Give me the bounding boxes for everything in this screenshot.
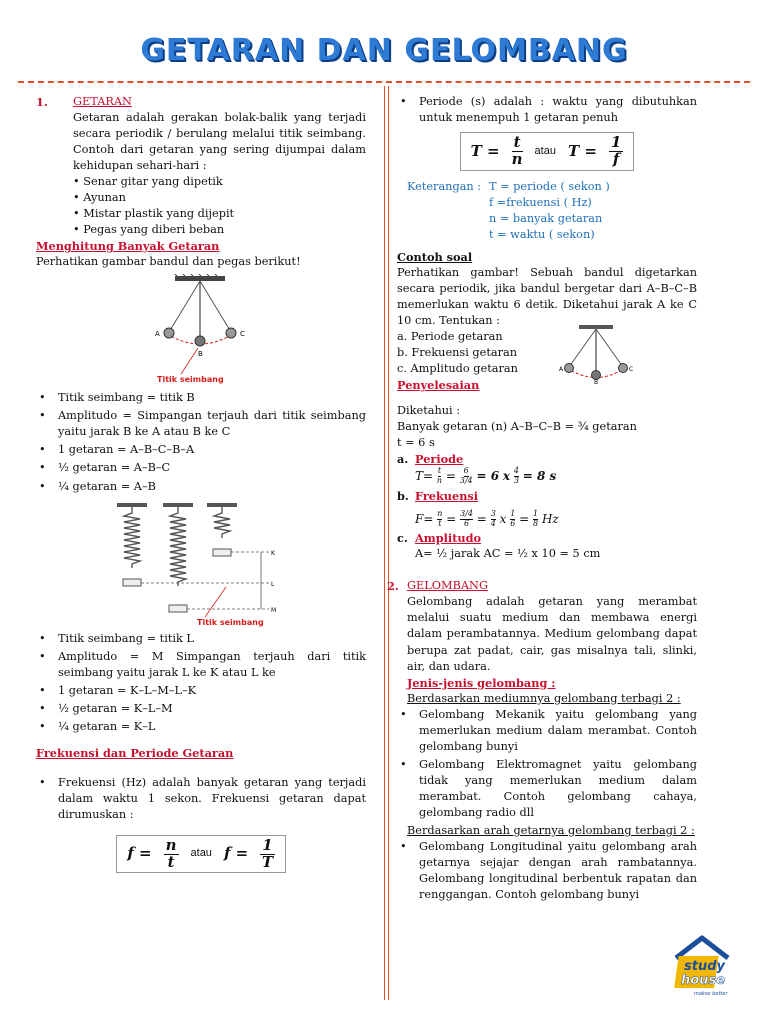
frekuensi-list <box>36 775 366 823</box>
frequency-formula <box>116 835 285 874</box>
list-item: • ¼ getaran = K–L <box>36 719 366 735</box>
figure-instruction: Perhatikan gambar bandul dan pegas berikut! <box>36 255 301 269</box>
numerator: 1 <box>610 133 622 152</box>
example-item: • Senar gitar yang dipetik <box>73 175 223 189</box>
equals: = <box>446 511 457 526</box>
formula-lhs: f = <box>223 844 249 863</box>
calc-lhs: F= <box>415 511 434 526</box>
atau-text: atau <box>190 847 212 860</box>
list-item: • Amplitudo = M Simpangan terjauh dari titik seimbang yaitu jarak L ke K atau L ke <box>36 649 366 681</box>
formula-lhs: T = <box>470 141 500 160</box>
numerator: 3/4 <box>460 508 473 518</box>
keterangan-block <box>407 179 697 243</box>
right-column <box>387 94 697 905</box>
logo-text: study <box>684 959 725 974</box>
denominator: n <box>511 149 523 168</box>
subheading-banyak-getaran: Menghitung Banyak Getaran <box>36 239 220 254</box>
point-m-label: M <box>271 606 277 614</box>
fraction <box>533 510 538 529</box>
numerator: 1 <box>533 508 539 518</box>
answer-letter: b. <box>397 488 409 503</box>
point-b-label: B <box>594 378 599 385</box>
medium-list <box>397 707 697 821</box>
fraction <box>260 835 274 871</box>
section-number: 1. <box>36 95 48 109</box>
denominator: 6 <box>463 518 470 528</box>
fraction <box>609 135 623 168</box>
pendulum-facts <box>36 390 366 494</box>
fraction <box>491 510 496 529</box>
numerator: 3 <box>490 508 496 518</box>
numerator: n <box>165 835 177 854</box>
arah-list <box>397 839 697 903</box>
spring-facts <box>36 631 366 735</box>
banyak-getaran: Banyak getaran (n) A–B–C–B = ¾ getaran <box>397 420 637 433</box>
fraction <box>460 510 473 529</box>
periode-list <box>397 94 697 126</box>
answer-b-calculation <box>415 510 697 529</box>
answer-c-text: A= ½ jarak AC = ½ x 10 = 5 cm <box>415 547 601 561</box>
medium-heading: Berdasarkan mediumnya gelombang terbagi 2 : <box>407 691 681 705</box>
denominator: T <box>261 852 273 871</box>
point-a-label: A <box>155 330 160 339</box>
numerator: 1 <box>510 508 516 518</box>
atau-text: atau <box>534 144 556 157</box>
numerator: 4 <box>513 466 519 476</box>
example-item: • Ayunan <box>73 191 126 205</box>
jenis-heading: Jenis-jenis gelombang : <box>407 675 556 690</box>
unit: Hz <box>541 511 559 526</box>
numerator: n <box>437 508 443 518</box>
list-item: • 1 getaran = K–L–M–L–K <box>36 683 366 699</box>
formula-lhs: f = <box>127 844 152 863</box>
fraction <box>437 510 442 529</box>
denominator: 4 <box>490 518 496 528</box>
logo-tagline: makes better <box>694 991 728 997</box>
contoh-soal-text: Perhatikan gambar! Sebuah bandul digetarkan secara periodik, jika bandul bergetar dari A–B–C–B memerlukan waktu 6 detik. Diketahui jarak A ke C 10 cm. Tentukan : <box>397 265 697 327</box>
calc-result: = 8 s <box>522 468 557 483</box>
list-item: • Titik seimbang = titik L <box>36 631 366 647</box>
fraction <box>164 835 179 871</box>
list-item: • Periode (s) adalah : waktu yang dibutuhkan untuk menempuh 1 getaran penuh <box>397 94 697 126</box>
denominator: 3 <box>513 475 519 485</box>
denominator: f <box>612 149 620 168</box>
example-list <box>73 174 366 238</box>
list-item: • Titik seimbang = titik B <box>36 390 366 406</box>
getaran-definition: Getaran adalah gerakan bolak-balik yang terjadi secara periodik / berulang melalui titik seimbang. Contoh dari getaran yang sering dijumpai dalam kehidupan sehari-hari : <box>73 111 366 173</box>
keterangan-item: t = waktu ( sekon) <box>489 227 595 241</box>
fraction <box>437 467 442 486</box>
point-a-label: A <box>559 365 564 373</box>
keterangan-item: T = periode ( sekon ) <box>489 179 610 193</box>
answer-a-calculation <box>415 467 697 486</box>
answer-b-heading <box>397 488 697 504</box>
list-item: • Gelombang Mekanik yaitu gelombang yang memerlukan medium dalam merambat. Contoh gelombang bunyi <box>397 707 697 755</box>
section-gelombang-heading <box>387 578 697 594</box>
equals: = <box>476 511 487 526</box>
list-item: • Gelombang Longitudinal yaitu gelombang arah getarnya sejajar dengan arah rambatannya. Gelombang longitudinal berbentuk rapatan dan renggangan. Contoh gelombang bunyi <box>397 839 697 903</box>
point-l-label: L <box>271 580 275 588</box>
keterangan-item: n = banyak getaran <box>489 211 603 225</box>
keterangan-item: f =frekuensi ( Hz) <box>489 195 592 209</box>
numerator: 1 <box>262 835 273 854</box>
fraction <box>510 510 515 529</box>
times: x <box>499 511 507 526</box>
list-item: • Gelombang Elektromagnet yaitu gelombang tidak yang memerlukan medium dalam merambat. Contoh gelombang cahaya, gelombang radio dll <box>397 757 697 821</box>
list-item: • ¼ getaran = A–B <box>36 479 366 495</box>
spring-figure <box>111 499 291 627</box>
equilibrium-label: Titik seimbang <box>197 617 264 627</box>
denominator: n <box>436 475 443 485</box>
equals: = <box>445 468 456 483</box>
logo-text: house <box>681 973 725 988</box>
section-number: 2. <box>387 579 399 594</box>
calc-part: = 6 <box>476 468 500 483</box>
numerator: 6 <box>463 466 469 476</box>
column-divider <box>384 86 389 1000</box>
section-title: GETARAN <box>73 95 132 108</box>
left-column <box>36 94 366 873</box>
example-pendulum-figure <box>557 323 637 385</box>
list-item: • Amplitudo = Simpangan terjauh dari titik seimbang yaitu jarak B ke A atau B ke C <box>36 408 366 440</box>
denominator: t <box>167 852 175 871</box>
pendulum-figure <box>141 274 261 386</box>
answer-label: Frekuensi <box>415 488 479 503</box>
list-item: • 1 getaran = A–B–C–B–A <box>36 442 366 458</box>
keterangan-label: Keterangan : <box>407 179 482 193</box>
gelombang-definition: Gelombang adalah getaran yang merambat melalui suatu medium dan membawa energi dalam perambatannya. Medium gelombang dapat berupa zat padat, cair, gas misalnya tali, slinki, air, dan udara. <box>407 595 697 673</box>
numerator: t <box>513 133 521 152</box>
arah-heading: Berdasarkan arah getarnya gelombang terbagi 2 : <box>407 823 695 837</box>
contoh-soal-heading: Contoh soal <box>397 249 473 264</box>
diketahui-label: Diketahui : <box>397 403 461 417</box>
time-value: t = 6 s <box>397 436 435 450</box>
list-item: • ½ getaran = K–L–M <box>36 701 366 717</box>
denominator: 8 <box>533 518 539 528</box>
point-c-label: C <box>240 330 245 339</box>
list-item: • ½ getaran = A–B–C <box>36 460 366 476</box>
subheading-frekuensi-periode: Frekuensi dan Periode Getaran <box>36 745 234 760</box>
answer-label: Amplitudo <box>415 531 482 546</box>
penyelesaian-heading: Penyelesaian <box>397 377 480 392</box>
page-title: GETARAN DAN GELOMBANG <box>140 33 628 68</box>
tentukan-item: c. Amplitudo getaran <box>397 361 518 375</box>
denominator: 6 <box>510 518 516 528</box>
list-item: • Frekuensi (Hz) adalah banyak getaran yang terjadi dalam waktu 1 sekon. Frekuensi getaran dapat dirumuskan : <box>36 775 366 823</box>
fraction <box>460 467 473 486</box>
numerator: t <box>437 466 442 476</box>
period-formula <box>460 132 635 171</box>
study-house-logo <box>672 932 732 1002</box>
answer-c-heading <box>397 530 697 546</box>
example-item: • Pegas yang diberi beban <box>73 223 225 237</box>
section-title: GELOMBANG <box>407 579 488 593</box>
header-divider <box>18 81 750 83</box>
section-getaran-heading <box>36 94 366 110</box>
answer-letter: c. <box>397 531 408 546</box>
answer-letter: a. <box>397 452 409 467</box>
times: x <box>502 468 511 483</box>
point-k-label: K <box>271 549 275 557</box>
denominator: t <box>438 518 442 528</box>
point-c-label: C <box>629 365 634 373</box>
example-item: • Mistar plastik yang dijepit <box>73 207 235 221</box>
tentukan-item: b. Frekuensi getaran <box>397 345 518 359</box>
answer-label: Periode <box>415 452 464 467</box>
fraction <box>514 467 519 486</box>
equals: = <box>519 511 530 526</box>
calc-lhs: T= <box>415 468 434 483</box>
answer-a-heading <box>397 451 697 467</box>
denominator: 3/4 <box>459 475 473 485</box>
fraction <box>512 135 523 168</box>
equilibrium-label: Titik seimbang <box>157 375 224 385</box>
formula-lhs: T = <box>567 141 597 160</box>
point-b-label: B <box>198 350 203 359</box>
tentukan-item: a. Periode getaran <box>397 329 503 343</box>
